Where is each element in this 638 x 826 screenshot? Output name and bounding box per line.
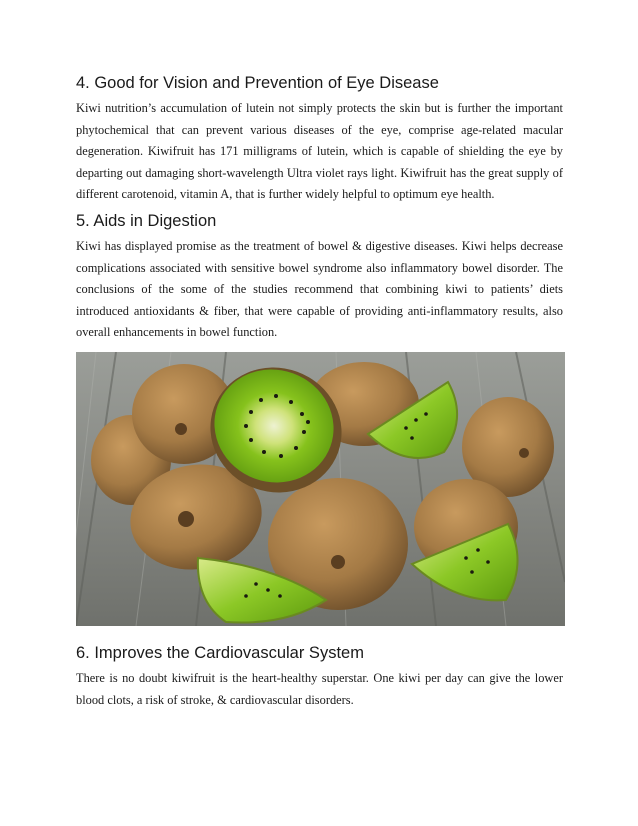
section-body-vision: Kiwi nutrition’s accumulation of lutein not simply protects the skin but is further the important phytochemical that can prevent various diseases of the eye, comprise age-related macular degeneration. Kiwifruit has 171 milligrams of lutein, which is capable of shielding the eye by departing out damaging short-wavelength Ultra violet rays light. Kiwifruit has the great supply of different carotenoid, vitamin A, that is further widely helpful to optimum eye health. [76,101,563,202]
kiwi-fruit-photo [76,352,565,626]
section-body-cardiovascular: There is no doubt kiwifruit is the heart-healthy superstar. One kiwi per day can give the lower blood clots, a risk of stroke, & cardiovascular disorders. [76,671,563,707]
section-body-digestion: Kiwi has displayed promise as the treatment of bowel & digestive diseases. Kiwi helps decrease complications associated with sensitive bowel syndrome also inflammatory bowel disorder. The conclusions of the some of the studies recommend that combining kiwi to patients’ diets introduced antioxidants & fiber, that were capable of providing anti-inflammatory results, also overall enhancements in bowel function. [76,239,563,340]
section-heading-cardiovascular: 6. Improves the Cardiovascular System [76,644,364,662]
section-heading-digestion: 5. Aids in Digestion [76,212,217,230]
section-heading-vision: 4. Good for Vision and Prevention of Eye Disease [76,74,439,92]
